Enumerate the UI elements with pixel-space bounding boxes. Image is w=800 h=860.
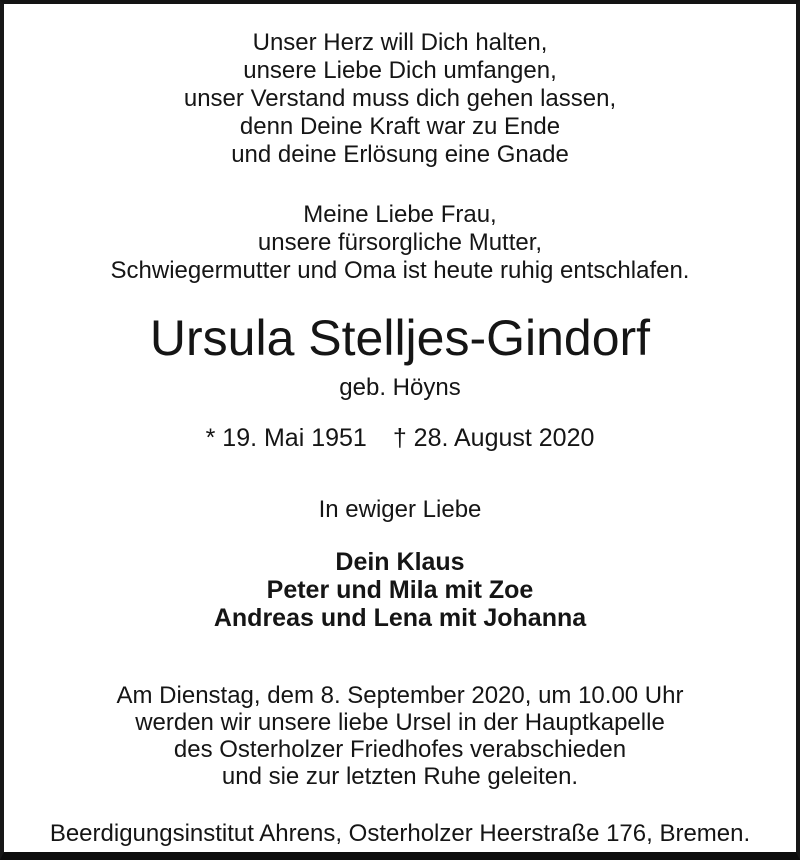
mourner-line: Dein Klaus — [335, 548, 465, 576]
poem-line: denn Deine Kraft war zu Ende — [239, 113, 561, 140]
poem-line: und deine Erlösung eine Gnade — [231, 141, 569, 168]
mourners-list — [4, 548, 796, 632]
service-line: Am Dienstag, dem 8. September 2020, um 10.00 Uhr — [116, 682, 684, 709]
poem-line: unser Verstand muss dich gehen lassen, — [183, 85, 617, 112]
dedication-line: Meine Liebe Frau, — [303, 201, 497, 228]
life-dates — [4, 424, 796, 452]
dedication-text — [4, 201, 796, 285]
poem-line: Unser Herz will Dich halten, — [252, 29, 548, 56]
death-date: † 28. August 2020 — [392, 424, 595, 452]
memorial-poem — [4, 29, 796, 169]
service-announcement — [4, 682, 796, 790]
service-line: und sie zur letzten Ruhe geleiten. — [221, 763, 579, 790]
farewell-heading: In ewiger Liebe — [318, 496, 482, 523]
dedication-line: unsere fürsorgliche Mutter, — [257, 229, 543, 256]
service-line: werden wir unsere liebe Ursel in der Hauptkapelle — [135, 709, 665, 736]
maiden-name: geb. Höyns — [339, 374, 461, 401]
birth-date: * 19. Mai 1951 — [205, 424, 367, 452]
mourner-line: Peter und Mila mit Zoe — [266, 576, 534, 604]
dedication-line: Schwiegermutter und Oma ist heute ruhig entschlafen. — [110, 257, 690, 284]
deceased-name: Ursula Stelljes-Gindorf — [149, 310, 651, 366]
poem-line: unsere Liebe Dich umfangen, — [243, 57, 557, 84]
funeral-home-line: Beerdigungsinstitut Ahrens, Osterholzer Heerstraße 176, Bremen. — [49, 820, 751, 847]
service-line: des Osterholzer Friedhofes verabschieden — [173, 736, 627, 763]
mourner-line: Andreas und Lena mit Johanna — [213, 604, 587, 632]
